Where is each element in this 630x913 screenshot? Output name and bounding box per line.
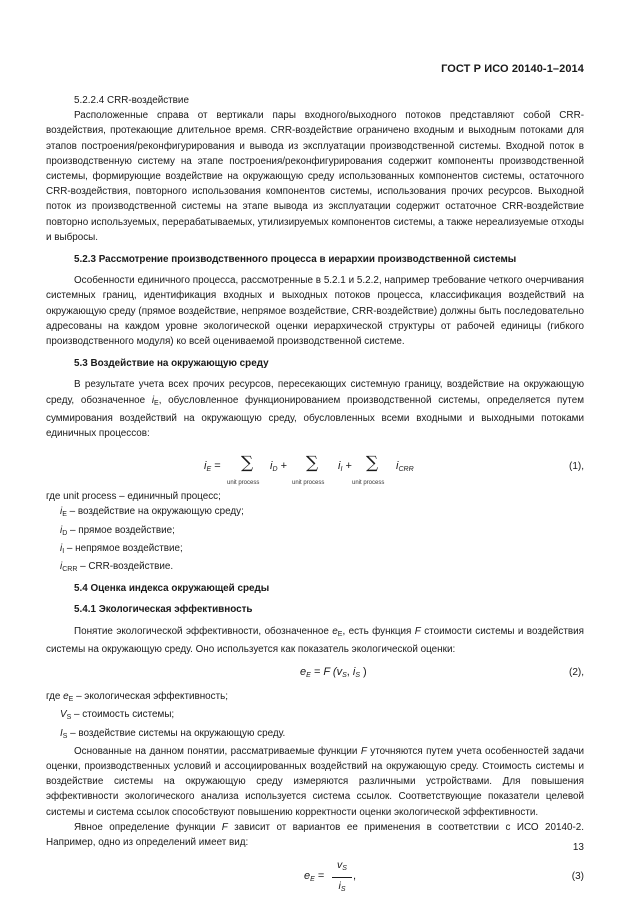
formula-3-comma: , — [353, 870, 357, 883]
paragraph-basis: Основанные на данном понятии, рассматриваемые функции F уточняются путем учета особенностей задачи оценки, производственных условий и ассоциированных воздействий на окружающую среду. Стоимость системы и воздействие системы на окружающую среду измеряются различными устройствами. Для повышения эффективности экологического анализа используется система ссылок. Соответствующие показатели целевой системы и система ссылок способствуют повышению корректности оценки экологической эффективности. — [46, 745, 585, 818]
document-body — [46, 93, 584, 898]
sum-sign-1: ∑ — [241, 453, 254, 474]
section-5224-title: 5.2.2.4 CRR-воздействие — [74, 95, 189, 106]
fraction-denominator: iS — [338, 880, 346, 894]
formula-1-number: (1), — [569, 461, 584, 473]
sum-label-3: unit process — [352, 480, 385, 487]
paragraph-explicit: Явное определение функции F зависит от вариантов ее применения в соответствии с ИСО 20140-2. Например, одно из определений имеет вид: — [46, 821, 584, 848]
defs-2-list — [46, 689, 584, 744]
def-item: где $e_E$ – экологическая эффективность; — [46, 691, 229, 704]
sum-sign-3: ∑ — [366, 453, 379, 474]
fraction-numerator: vS — [337, 859, 347, 873]
formula-1-term-crr: iCRR — [396, 460, 414, 474]
formula-1-term-direct: iD + — [270, 460, 288, 474]
defs-1-intro: где unit process – единичный процесс; — [46, 491, 221, 503]
formula-3-fraction — [332, 858, 352, 897]
formula-3-number: (3) — [571, 871, 584, 883]
def-item: $i_I$ – непрямое воздействие; — [60, 542, 183, 555]
def-item: $I_S$ – воздействие системы на окружающую среду. — [60, 727, 286, 740]
section-53-text: В результате учета всех прочих ресурсов, пересекающих системную границу, воздействие на окружающую среду, обозначенное $i_E$, обусловленное функционированием производственной системы, определяется путем суммирования воздействий на окружающую среду, обусловленных всеми входными и выходными потоками единичных процессов: — [46, 379, 584, 440]
formula-1 — [46, 447, 584, 487]
formula-1-lhs: iE = — [204, 460, 221, 474]
formula-2-expression: eE = F (vS, iS ) — [300, 666, 367, 680]
section-523-text: Особенности единичного процесса, рассмотренные в 5.2.1 и 5.2.2, например требование четкого очерчивания системных границ, идентификация входных и выходных потоков процесса, классификация воздействий на окружающую среду (прямое воздействие, непрямое воздействие, CRR-воздействие) должны быть последовательно адресованы на каждом уровне экологической оценки иерархической структуры от рабочей единицы (гибкого производственного модуля) ко всей оцениваемой производственной системе. — [46, 275, 584, 348]
def-item: $i_D$ – прямое воздействие; — [60, 524, 175, 537]
def-item: $i_{CRR}$ – CRR-воздействие. — [60, 561, 174, 574]
section-541-text: Понятие экологической эффективности, обозначенное $e_E$, есть функция F стоимости системы и воздействия системы на окружающую среду. Оно используется как показатель экологической оценки: — [46, 625, 584, 655]
formula-3 — [46, 856, 584, 896]
section-53-title: 5.3 Воздействие на окружающую среду — [74, 358, 269, 370]
formula-3-lhs: eE = — [304, 870, 325, 884]
sum-sign-2: ∑ — [306, 453, 319, 474]
fraction-bar — [332, 877, 352, 878]
sum-label-1: unit process — [227, 480, 260, 487]
section-541-title: 5.4.1 Экологическая эффективность — [74, 604, 253, 616]
section-5224-text: Расположенные справа от вертикали пары входного/выходного потоков представляют собой CRR-воздействия, протекающие длительное время. CRR-воздействие ограничено входным и выходным потоками для этапов построения/реконфигурирования и вывода из эксплуатации производственной системы. Входной поток в производственную систему на этапе построения/реконфигурирования содержит компоненты производственной системы, формирующие воздействие на окружающую среду использованных компонентов системы, остаточного CRR-воздействия, повторного использования компонентов системы, использования прочих ресурсов. Выходной поток из производственной системы на этапе вывода из эксплуатации содержит остаточное CRR-воздействие повторно используемых, перерабатываемых, утилизируемых компонентов системы, а также нереализуемые отходы и выбросы. — [46, 110, 584, 243]
formula-1-term-indirect: iI + — [338, 460, 352, 474]
page-number: 13 — [572, 842, 584, 853]
standard-code-header: ГОСТ Р ИСО 20140-1–2014 — [441, 63, 584, 75]
defs-1-list — [46, 504, 584, 577]
section-54-title: 5.4 Оценка индекса окружающей среды — [74, 583, 270, 595]
section-523-title: 5.2.3 Рассмотрение производственного процесса в иерархии производственной системы — [74, 254, 517, 266]
def-item: $i_E$ – воздействие на окружающую среду; — [60, 506, 244, 519]
def-item: $V_S$ – стоимость системы; — [60, 709, 175, 722]
formula-2 — [46, 663, 584, 687]
formula-2-number: (2), — [569, 667, 584, 679]
sum-label-2: unit process — [292, 480, 325, 487]
